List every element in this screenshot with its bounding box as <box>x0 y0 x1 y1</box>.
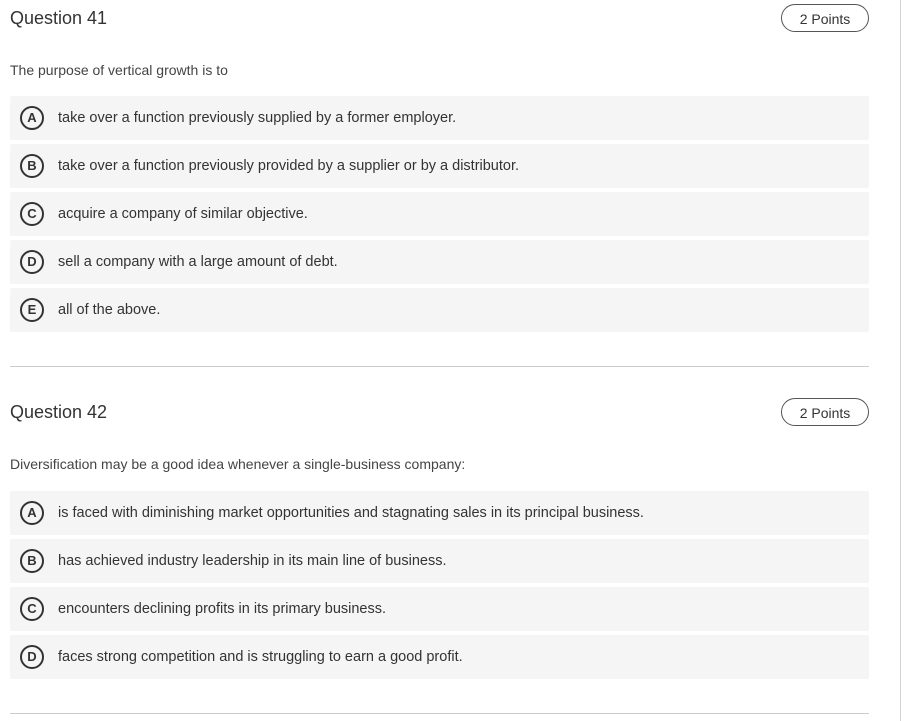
question-prompt: Diversification may be a good idea whenever a single-business company: <box>10 456 466 472</box>
option-letter-badge: B <box>20 549 44 573</box>
question-divider <box>10 366 869 367</box>
option-a[interactable] <box>10 491 869 535</box>
points-badge: 2 Points <box>781 398 869 426</box>
option-letter-badge: D <box>20 645 44 669</box>
option-b[interactable] <box>10 539 869 583</box>
option-letter-badge: B <box>20 154 44 178</box>
option-text: all of the above. <box>58 302 161 318</box>
option-text: encounters declining profits in its primary business. <box>58 601 387 617</box>
option-text: sell a company with a large amount of debt. <box>58 254 338 270</box>
option-text: take over a function previously supplied by a former employer. <box>58 110 457 126</box>
answer-options <box>10 491 869 683</box>
option-c[interactable] <box>10 587 869 631</box>
question-42 <box>10 394 869 694</box>
question-prompt: The purpose of vertical growth is to <box>10 62 228 78</box>
option-a[interactable] <box>10 96 869 140</box>
option-text: faces strong competition and is struggling to earn a good profit. <box>58 649 463 665</box>
question-title: Question 41 <box>10 8 108 28</box>
option-b[interactable] <box>10 144 869 188</box>
option-text: has achieved industry leadership in its main line of business. <box>58 553 447 569</box>
page-edge-line <box>900 0 901 721</box>
option-letter-badge: D <box>20 250 44 274</box>
option-text: is faced with diminishing market opportunities and stagnating sales in its principal business. <box>58 505 644 521</box>
option-text: acquire a company of similar objective. <box>58 206 308 222</box>
option-e[interactable] <box>10 288 869 332</box>
points-badge: 2 Points <box>781 4 869 32</box>
question-41 <box>10 0 869 340</box>
question-title: Question 42 <box>10 402 108 422</box>
option-text: take over a function previously provided by a supplier or by a distributor. <box>58 158 520 174</box>
option-letter-badge: A <box>20 106 44 130</box>
question-header <box>10 394 869 432</box>
option-letter-badge: A <box>20 501 44 525</box>
option-letter-badge: C <box>20 597 44 621</box>
question-header <box>10 0 869 38</box>
answer-options <box>10 96 869 336</box>
option-c[interactable] <box>10 192 869 236</box>
option-letter-badge: E <box>20 298 44 322</box>
option-d[interactable] <box>10 635 869 679</box>
option-d[interactable] <box>10 240 869 284</box>
option-letter-badge: C <box>20 202 44 226</box>
question-divider <box>10 713 869 714</box>
